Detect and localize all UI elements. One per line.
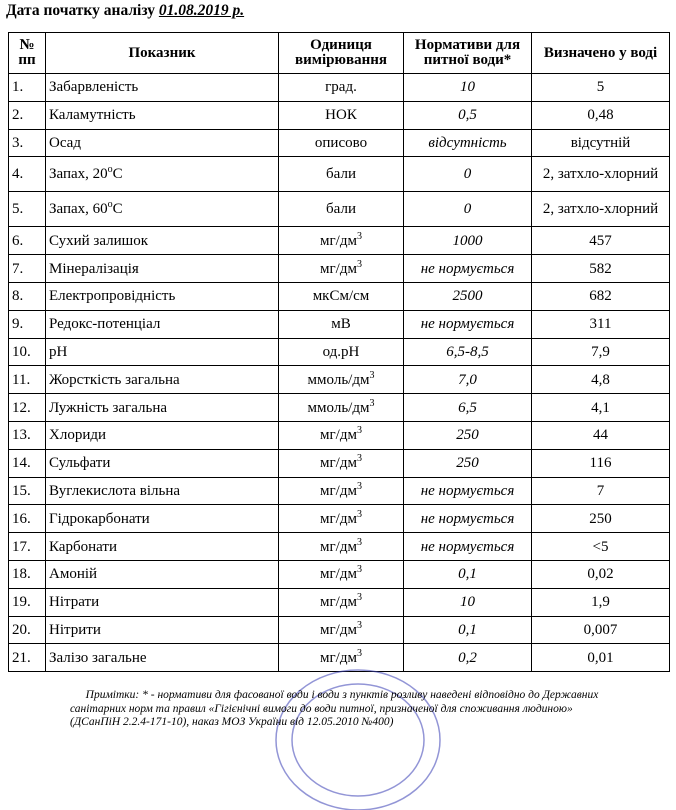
norm-cell — [404, 588, 532, 616]
measured-value-text: 7,9 — [591, 343, 610, 360]
unit-text: мг/дм — [320, 232, 357, 249]
indicator-name-text: Запах, 60 — [49, 200, 108, 217]
table-row — [9, 644, 670, 672]
norm-cell — [404, 282, 532, 310]
results-table — [8, 32, 670, 672]
row-number — [9, 310, 46, 338]
norm-text: не нормується — [420, 260, 515, 277]
norm-cell — [404, 560, 532, 588]
row-number — [9, 449, 46, 477]
row-number — [9, 421, 46, 449]
unit-text: мг/дм — [320, 621, 357, 638]
norm-cell — [404, 505, 532, 533]
measured-value — [532, 421, 670, 449]
row-number-text: 15. — [12, 482, 31, 499]
row-number-text: 13. — [12, 427, 31, 444]
unit-cell — [279, 533, 404, 561]
unit-text: бали — [326, 200, 356, 217]
table-row — [9, 227, 670, 255]
norm-text: не нормується — [420, 510, 515, 527]
unit-text: мг/дм — [320, 482, 357, 499]
indicator-name-suffix: С — [112, 165, 123, 182]
table-row — [9, 588, 670, 616]
measured-value-text: 0,007 — [583, 621, 618, 638]
measured-value — [532, 129, 670, 157]
measured-value-text: 457 — [589, 232, 612, 249]
row-number-text: 5. — [12, 200, 24, 217]
indicator-name — [46, 533, 279, 561]
indicator-name-text: Електропровідність — [49, 288, 176, 305]
indicator-name — [46, 477, 279, 505]
indicator-name-text: Мінералізація — [49, 260, 139, 277]
row-number — [9, 505, 46, 533]
table-row — [9, 505, 670, 533]
unit-cell — [279, 505, 404, 533]
norm-text: 250 — [456, 427, 479, 444]
indicator-name — [46, 394, 279, 422]
date-value: 01.08.2019 р. — [158, 2, 245, 19]
unit-text: мг/дм — [320, 260, 357, 277]
row-number-text: 9. — [12, 316, 24, 333]
row-number-text: 10. — [12, 343, 31, 360]
table-row — [9, 616, 670, 644]
unit-superscript: 3 — [356, 425, 362, 437]
indicator-name — [46, 101, 279, 129]
unit-cell — [279, 560, 404, 588]
stamp-seal-icon — [268, 660, 448, 810]
measured-value — [532, 616, 670, 644]
norm-text: 250 — [456, 455, 479, 472]
unit-superscript: 3 — [356, 508, 362, 520]
norm-text: не нормується — [420, 482, 515, 499]
norm-cell — [404, 616, 532, 644]
indicator-name-text: Каламутність — [49, 107, 136, 124]
unit-cell — [279, 477, 404, 505]
indicator-name-text: Запах, 20 — [49, 165, 108, 182]
unit-cell — [279, 644, 404, 672]
measured-value-text: 5 — [596, 79, 605, 96]
norm-text: 0,2 — [458, 649, 477, 666]
unit-cell — [279, 74, 404, 102]
norm-cell — [404, 421, 532, 449]
measured-value — [532, 157, 670, 192]
measured-value-text: 0,01 — [587, 649, 614, 666]
row-number — [9, 255, 46, 283]
indicator-name-text: Карбонати — [49, 538, 117, 555]
indicator-name — [46, 421, 279, 449]
measured-value — [532, 505, 670, 533]
table-row — [9, 533, 670, 561]
norm-text: 0,1 — [458, 566, 477, 583]
indicator-name — [46, 588, 279, 616]
indicator-name-text: Забарвленість — [49, 79, 139, 96]
measured-value — [532, 227, 670, 255]
norm-text: 7,0 — [458, 371, 477, 388]
unit-cell — [279, 421, 404, 449]
table-row — [9, 192, 670, 227]
measured-value-text: 2, затхло-хлорний — [542, 165, 659, 182]
row-number-text: 4. — [12, 165, 24, 182]
row-number — [9, 338, 46, 366]
row-number-text: 8. — [12, 288, 24, 305]
row-number-text: 6. — [12, 232, 24, 249]
indicator-name-text: Осад — [49, 134, 81, 151]
unit-cell — [279, 616, 404, 644]
row-number — [9, 366, 46, 394]
footnote-line-1: Примітки: * - нормативи для фасованої води і води з пунктів розливу наведені відповідно до Державних — [85, 689, 599, 701]
indicator-name-text: Гідрокарбонати — [49, 510, 150, 527]
measured-value-text: 250 — [589, 510, 612, 527]
row-number-text: 14. — [12, 455, 31, 472]
measured-value — [532, 338, 670, 366]
norm-cell — [404, 338, 532, 366]
table-body — [9, 74, 670, 672]
row-number — [9, 477, 46, 505]
norm-text: 0 — [463, 200, 472, 217]
row-number-text: 20. — [12, 621, 31, 638]
indicator-name — [46, 338, 279, 366]
indicator-name-suffix: С — [112, 200, 123, 217]
measured-value-text: 7 — [596, 482, 605, 499]
indicator-name — [46, 644, 279, 672]
unit-superscript: 3 — [356, 619, 362, 631]
norm-text: не нормується — [420, 538, 515, 555]
indicator-name-text: Редокс-потенціал — [49, 316, 161, 333]
indicator-name-text: Нітрати — [49, 594, 100, 611]
row-number — [9, 192, 46, 227]
norm-cell — [404, 394, 532, 422]
norm-text: 10 — [460, 79, 475, 96]
measured-value — [532, 588, 670, 616]
measured-value-text: відсутній — [570, 134, 631, 151]
measured-value — [532, 310, 670, 338]
measured-value — [532, 192, 670, 227]
norm-cell — [404, 449, 532, 477]
unit-text: мг/дм — [320, 427, 357, 444]
unit-text: бали — [326, 165, 356, 182]
footnote-line-3: (ДСанПіН 2.2.4-171-10), наказ МОЗ України від 12.05.2010 №400) — [70, 716, 394, 728]
norm-cell — [404, 192, 532, 227]
footnote-line-2: санітарних норм та правил «Гігієнічні вимоги до води питної, призначеної для споживання людиною» — [70, 702, 573, 715]
unit-cell — [279, 338, 404, 366]
unit-text: мг/дм — [320, 649, 357, 666]
indicator-name — [46, 366, 279, 394]
row-number-text: 17. — [12, 538, 31, 555]
measured-value — [532, 644, 670, 672]
measured-value-text: 4,1 — [591, 399, 610, 416]
date-label: Дата початку аналізу — [6, 2, 155, 19]
norm-text: 2500 — [452, 288, 483, 305]
measured-value — [532, 533, 670, 561]
row-number — [9, 227, 46, 255]
row-number — [9, 157, 46, 192]
measured-value — [532, 101, 670, 129]
table-row — [9, 449, 670, 477]
measured-value-text: 116 — [589, 455, 612, 472]
unit-cell — [279, 101, 404, 129]
indicator-name-text: pH — [49, 343, 68, 360]
row-number-text: 16. — [12, 510, 31, 527]
unit-text: мг/дм — [320, 566, 357, 583]
unit-cell — [279, 310, 404, 338]
norm-text: 0,5 — [458, 107, 477, 124]
norm-cell — [404, 644, 532, 672]
table-row — [9, 255, 670, 283]
measured-value — [532, 255, 670, 283]
footnote — [14, 689, 670, 730]
row-number-text: 2. — [12, 107, 24, 124]
norm-cell — [404, 366, 532, 394]
norm-text: 6,5-8,5 — [446, 343, 489, 360]
norm-cell — [404, 533, 532, 561]
norm-cell — [404, 157, 532, 192]
unit-text: ммоль/дм — [307, 371, 370, 388]
indicator-name — [46, 227, 279, 255]
table-row — [9, 101, 670, 129]
unit-cell — [279, 227, 404, 255]
table-row — [9, 74, 670, 102]
indicator-name — [46, 449, 279, 477]
measured-value-text: 582 — [589, 260, 612, 277]
row-number — [9, 588, 46, 616]
unit-text: ммоль/дм — [307, 399, 370, 416]
table-row — [9, 560, 670, 588]
unit-text: мкСм/см — [312, 288, 370, 305]
unit-text: НОК — [325, 107, 357, 124]
indicator-name — [46, 505, 279, 533]
measured-value-text: 44 — [593, 427, 608, 444]
table-row — [9, 310, 670, 338]
unit-text: мг/дм — [320, 455, 357, 472]
unit-superscript: 3 — [356, 564, 362, 576]
measured-value-text: 4,8 — [591, 371, 610, 388]
row-number-text: 21. — [12, 649, 31, 666]
row-number-text: 7. — [12, 260, 24, 277]
indicator-name-text: Сухий залишок — [49, 232, 149, 249]
unit-cell — [279, 588, 404, 616]
indicator-name — [46, 129, 279, 157]
unit-text: мг/дм — [320, 538, 357, 555]
degree-superscript: о — [107, 163, 113, 175]
norm-text: 0,1 — [458, 621, 477, 638]
unit-superscript: 3 — [356, 592, 362, 604]
indicator-name-text: Залізо загальне — [49, 649, 147, 666]
indicator-name — [46, 74, 279, 102]
row-number — [9, 282, 46, 310]
unit-text: мг/дм — [320, 510, 357, 527]
unit-superscript: 3 — [356, 258, 362, 270]
norm-cell — [404, 310, 532, 338]
indicator-name — [46, 192, 279, 227]
indicator-name-text: Сульфати — [49, 455, 111, 472]
norm-text: відсутність — [428, 134, 507, 151]
unit-text: град. — [325, 79, 357, 96]
analysis-date-line — [6, 2, 244, 20]
row-number-text: 18. — [12, 566, 31, 583]
indicator-name — [46, 560, 279, 588]
unit-text: од.pH — [322, 343, 360, 360]
row-number-text: 3. — [12, 134, 24, 151]
indicator-name — [46, 616, 279, 644]
row-number — [9, 533, 46, 561]
row-number-text: 19. — [12, 594, 31, 611]
row-number — [9, 644, 46, 672]
norm-text: не нормується — [420, 316, 515, 333]
measured-value-text: 1,9 — [591, 594, 610, 611]
unit-superscript: 3 — [356, 536, 362, 548]
measured-value-text: 2, затхло-хлорний — [542, 200, 659, 217]
indicator-name-text: Нітрити — [49, 621, 101, 638]
table-row — [9, 157, 670, 192]
row-number — [9, 394, 46, 422]
unit-cell — [279, 157, 404, 192]
measured-value — [532, 449, 670, 477]
unit-superscript: 3 — [356, 230, 362, 242]
row-number-text: 1. — [12, 79, 24, 96]
table-header-row — [9, 33, 670, 74]
indicator-name — [46, 157, 279, 192]
indicator-name — [46, 282, 279, 310]
table-row — [9, 338, 670, 366]
measured-value-text: 682 — [589, 288, 612, 305]
norm-cell — [404, 74, 532, 102]
header-norm: Нормативи для питної води* — [404, 33, 532, 74]
measured-value — [532, 366, 670, 394]
norm-text: 1000 — [452, 232, 483, 249]
unit-cell — [279, 192, 404, 227]
table-row — [9, 421, 670, 449]
measured-value — [532, 394, 670, 422]
header-indicator: Показник — [46, 33, 279, 74]
row-number — [9, 560, 46, 588]
table-row — [9, 129, 670, 157]
indicator-name — [46, 255, 279, 283]
degree-superscript: о — [107, 198, 113, 210]
unit-superscript: 3 — [356, 647, 362, 659]
norm-cell — [404, 227, 532, 255]
unit-text: описово — [314, 134, 368, 151]
table-row — [9, 477, 670, 505]
norm-cell — [404, 255, 532, 283]
unit-superscript: 3 — [356, 453, 362, 465]
header-value: Визначено у воді — [532, 33, 670, 74]
row-number — [9, 616, 46, 644]
unit-text: мВ — [331, 316, 351, 333]
unit-superscript: 3 — [369, 397, 375, 409]
unit-text: мг/дм — [320, 594, 357, 611]
measured-value-text: 311 — [589, 316, 612, 333]
row-number — [9, 74, 46, 102]
norm-text: 0 — [463, 165, 472, 182]
measured-value — [532, 477, 670, 505]
indicator-name-text: Лужність загальна — [49, 399, 168, 416]
measured-value — [532, 74, 670, 102]
indicator-name-text: Амоній — [49, 566, 98, 583]
measured-value-text: 0,48 — [587, 107, 614, 124]
row-number — [9, 129, 46, 157]
measured-value — [532, 282, 670, 310]
unit-cell — [279, 366, 404, 394]
unit-cell — [279, 394, 404, 422]
table-row — [9, 394, 670, 422]
indicator-name-text: Хлориди — [49, 427, 107, 444]
norm-cell — [404, 129, 532, 157]
unit-superscript: 3 — [369, 369, 375, 381]
measured-value — [532, 560, 670, 588]
indicator-name-text: Жорсткість загальна — [49, 371, 180, 388]
row-number-text: 12. — [12, 399, 31, 416]
norm-text: 6,5 — [458, 399, 477, 416]
header-num: № пп — [9, 33, 46, 74]
unit-cell — [279, 282, 404, 310]
unit-superscript: 3 — [356, 480, 362, 492]
norm-cell — [404, 477, 532, 505]
indicator-name-text: Вуглекислота вільна — [49, 482, 181, 499]
header-unit: Одиниця вимірювання — [279, 33, 404, 74]
norm-cell — [404, 101, 532, 129]
row-number — [9, 101, 46, 129]
norm-text: 10 — [460, 594, 475, 611]
table-row — [9, 366, 670, 394]
unit-cell — [279, 129, 404, 157]
measured-value-text: 0,02 — [587, 566, 614, 583]
indicator-name — [46, 310, 279, 338]
row-number-text: 11. — [12, 371, 31, 388]
unit-cell — [279, 449, 404, 477]
table-row — [9, 282, 670, 310]
unit-cell — [279, 255, 404, 283]
measured-value-text: <5 — [592, 538, 609, 555]
